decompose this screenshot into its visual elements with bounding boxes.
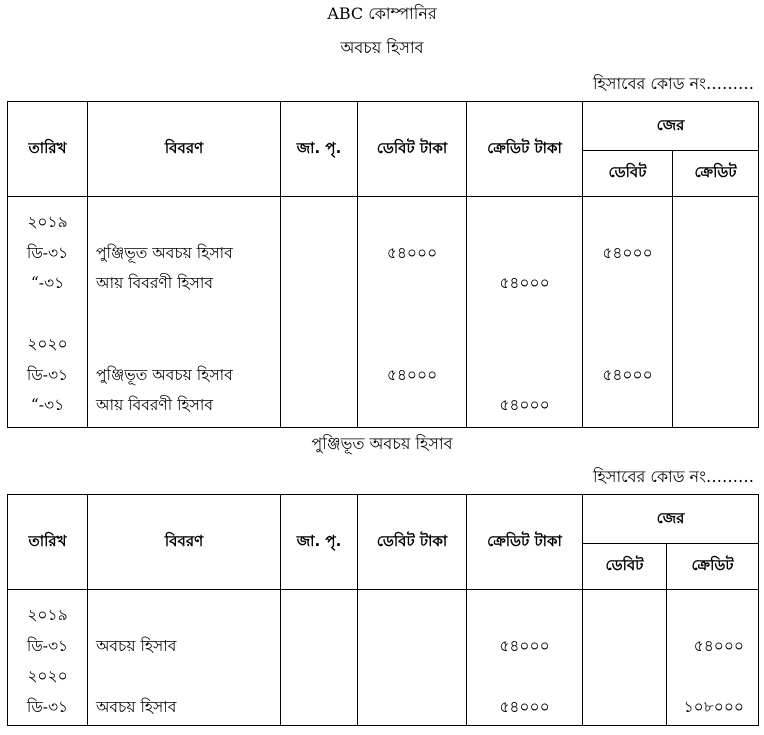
entry-date: ২০১৯ bbox=[27, 213, 68, 231]
entry-debit bbox=[358, 631, 466, 662]
entry-debit: ৫৪০০০ bbox=[386, 243, 438, 262]
entry-credit bbox=[467, 600, 582, 631]
entry-balance-credit: ১০৮০০০ bbox=[683, 697, 745, 716]
ledger-body-row bbox=[8, 590, 759, 726]
description-column bbox=[88, 197, 281, 428]
entry-balance-credit bbox=[673, 207, 758, 238]
entry-date: ২০২০ bbox=[27, 667, 68, 685]
entry-credit bbox=[467, 238, 582, 269]
header-balance: জের bbox=[583, 495, 759, 544]
entry-balance-credit bbox=[667, 600, 758, 631]
entry-credit: ৫৪০০০ bbox=[499, 396, 550, 414]
entry-debit bbox=[358, 390, 466, 421]
entry-date: ডি-৩১ bbox=[26, 636, 69, 655]
entry-balance-credit bbox=[673, 390, 758, 421]
credit-column bbox=[467, 590, 583, 726]
entry-credit bbox=[467, 299, 582, 330]
header-description: বিবরণ bbox=[88, 102, 281, 197]
entry-description: আয় বিবরণী হিসাব bbox=[96, 274, 214, 292]
header-balance-credit: ক্রেডিট bbox=[673, 151, 759, 197]
entry-debit: ৫৪০০০ bbox=[386, 365, 438, 384]
entry-debit bbox=[358, 692, 466, 723]
entry-credit bbox=[467, 329, 582, 360]
ledger-body-row bbox=[8, 197, 759, 428]
entry-credit bbox=[467, 661, 582, 692]
ledger-title: পুঞ্জিভূত অবচয় হিসাব bbox=[311, 434, 453, 453]
entry-debit bbox=[358, 661, 466, 692]
entry-description: অবচয় হিসাব bbox=[96, 636, 177, 655]
ledger-title: অবচয় হিসাব bbox=[340, 38, 424, 57]
entry-description: আয় বিবরণী হিসাব bbox=[96, 396, 214, 414]
entry-date bbox=[8, 299, 87, 330]
entry-date: “-৩১ bbox=[30, 396, 65, 414]
entry-description bbox=[88, 329, 280, 360]
entry-balance-credit bbox=[673, 360, 758, 391]
header-date: তারিখ bbox=[8, 102, 88, 197]
entry-date: “-৩১ bbox=[30, 274, 65, 292]
entry-description bbox=[88, 299, 280, 330]
header-balance: জের bbox=[583, 102, 759, 151]
entry-balance-credit bbox=[673, 238, 758, 269]
header-credit-amount: ক্রেডিট টাকা bbox=[467, 495, 583, 590]
entry-date: ডি-৩১ bbox=[26, 697, 69, 716]
entry-description: পুঞ্জিভূত অবচয় হিসাব bbox=[96, 365, 233, 384]
entry-description bbox=[88, 600, 280, 631]
entry-credit bbox=[467, 207, 582, 238]
header-date: তারিখ bbox=[8, 495, 88, 590]
account-code-label: হিসাবের কোড নং……… bbox=[592, 74, 754, 93]
entry-date: ডি-৩১ bbox=[26, 365, 69, 384]
entry-balance-debit bbox=[583, 692, 666, 723]
entry-description: অবচয় হিসাব bbox=[96, 697, 177, 716]
entry-balance-credit bbox=[673, 299, 758, 330]
journal-page-column bbox=[281, 197, 358, 428]
debit-column bbox=[358, 590, 467, 726]
entry-balance-debit: ৫৪০০০ bbox=[602, 365, 653, 384]
entry-balance-debit bbox=[583, 661, 666, 692]
entry-balance-debit: ৫৪০০০ bbox=[602, 243, 653, 262]
date-column bbox=[8, 197, 88, 428]
entry-debit bbox=[358, 600, 466, 631]
journal-page-column bbox=[281, 590, 358, 726]
entry-balance-credit: ৫৪০০০ bbox=[693, 636, 745, 655]
header-balance-debit: ডেবিট bbox=[583, 544, 667, 590]
company-name: ABC কোম্পানির bbox=[327, 4, 437, 23]
accumulated-depreciation-ledger-table bbox=[7, 494, 759, 726]
debit-column bbox=[358, 197, 467, 428]
entry-balance-debit bbox=[583, 329, 672, 360]
entry-date: ২০২০ bbox=[27, 335, 68, 353]
entry-description: পুঞ্জিভূত অবচয় হিসাব bbox=[96, 243, 233, 262]
depreciation-ledger-table bbox=[7, 101, 759, 428]
header-journal-page: জা. পৃ. bbox=[281, 495, 358, 590]
entry-credit: ৫৪০০০ bbox=[499, 274, 550, 292]
entry-credit: ৫৪০০০ bbox=[499, 636, 550, 655]
entry-balance-credit bbox=[673, 268, 758, 299]
balance-debit-column bbox=[583, 197, 673, 428]
entry-date: ২০১৯ bbox=[27, 606, 68, 624]
header-credit-amount: ক্রেডিট টাকা bbox=[467, 102, 583, 197]
header-journal-page: জা. পৃ. bbox=[281, 102, 358, 197]
entry-balance-debit bbox=[583, 600, 666, 631]
balance-debit-column bbox=[583, 590, 667, 726]
entry-balance-debit bbox=[583, 299, 672, 330]
entry-balance-debit bbox=[583, 268, 672, 299]
entry-debit bbox=[358, 207, 466, 238]
entry-balance-credit bbox=[667, 661, 758, 692]
entry-balance-credit bbox=[673, 329, 758, 360]
date-column bbox=[8, 590, 88, 726]
entry-balance-debit bbox=[583, 390, 672, 421]
entry-balance-debit bbox=[583, 207, 672, 238]
header-debit-amount: ডেবিট টাকা bbox=[358, 495, 467, 590]
credit-column bbox=[467, 197, 583, 428]
description-column bbox=[88, 590, 281, 726]
entry-debit bbox=[358, 329, 466, 360]
entry-debit bbox=[358, 268, 466, 299]
account-code-label: হিসাবের কোড নং……… bbox=[592, 467, 754, 486]
entry-credit bbox=[467, 360, 582, 391]
entry-description bbox=[88, 661, 280, 692]
header-description: বিবরণ bbox=[88, 495, 281, 590]
header-balance-debit: ডেবিট bbox=[583, 151, 673, 197]
entry-date: ডি-৩১ bbox=[26, 243, 69, 262]
balance-credit-column bbox=[673, 197, 759, 428]
entry-description bbox=[88, 207, 280, 238]
header-balance-credit: ক্রেডিট bbox=[667, 544, 759, 590]
balance-credit-column bbox=[667, 590, 759, 726]
entry-credit: ৫৪০০০ bbox=[499, 697, 550, 716]
header-debit-amount: ডেবিট টাকা bbox=[358, 102, 467, 197]
entry-debit bbox=[358, 299, 466, 330]
entry-balance-debit bbox=[583, 631, 666, 662]
